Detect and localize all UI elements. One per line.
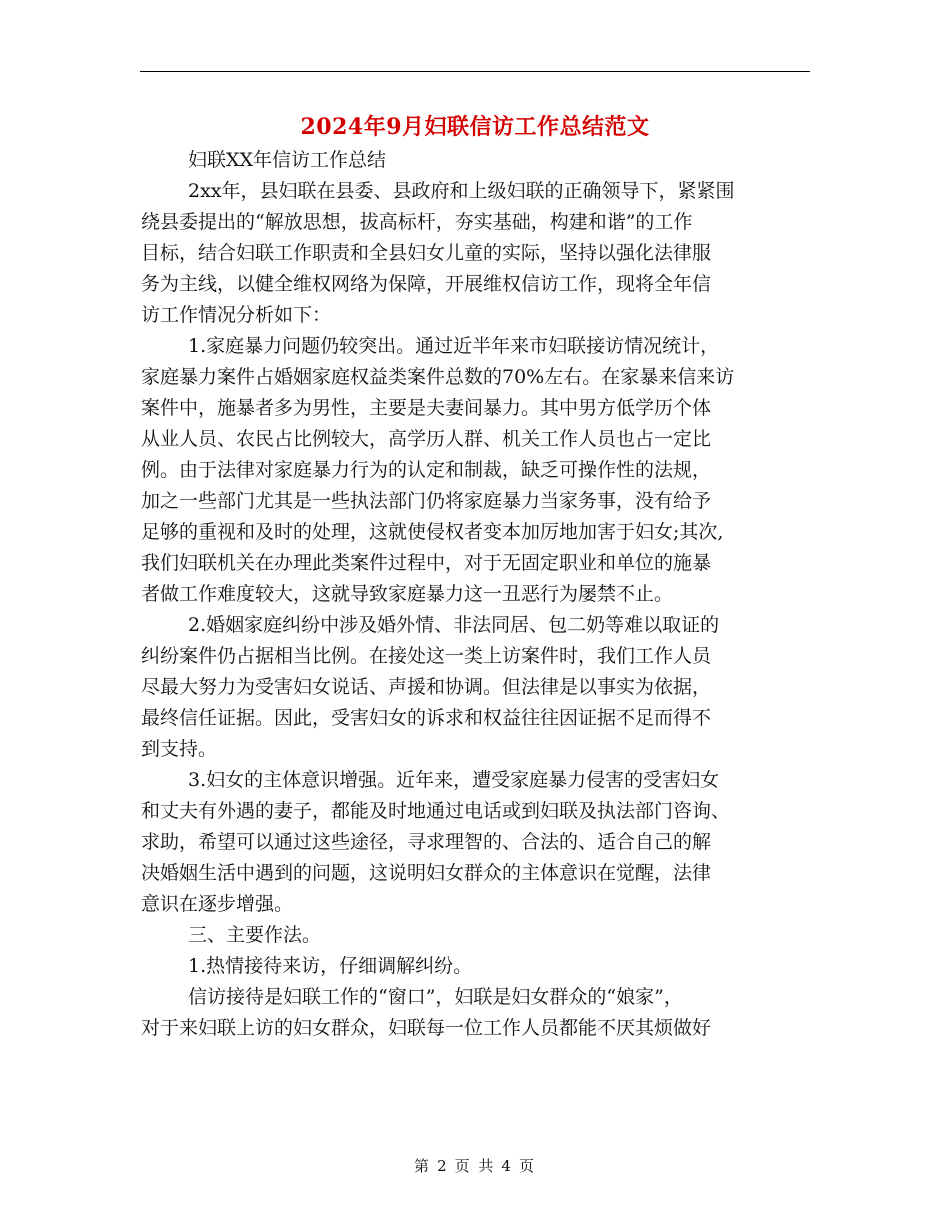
text-line: 家庭暴力案件占婚姻家庭权益类案件总数的70%左右。在家暴来信来访 (141, 366, 735, 388)
text-line: 最终信任证据。因此，受害妇女的诉求和权益往往因证据不足而得不 (141, 707, 712, 729)
text-line: 例。由于法律对家庭暴力行为的认定和制裁，缺乏可操作性的法规， (141, 459, 712, 481)
text-line: 和丈夫有外遇的妻子，都能及时地通过电话或到妇联及执法部门咨询、 (141, 800, 731, 822)
text-line: 对于来妇联上访的妇女群众，妇联每一位工作人员都能不厌其烦做好 (141, 1017, 712, 1039)
text-line: 到支持。 (141, 738, 218, 760)
text-line: 2xx年，县妇联在县委、县政府和上级妇联的正确领导下，紧紧围 (188, 180, 735, 202)
text-line: 绕县委提出的“解放思想，拔高标杆，夯实基础，构建和谐”的工作 (141, 211, 693, 233)
text-line: 务为主线，以健全维权网络为保障，开展维权信访工作，现将全年信 (141, 273, 712, 295)
footer-suffix: 页 (518, 1157, 536, 1175)
footer-page-number: 2 (437, 1157, 449, 1175)
text-line: 求助，希望可以通过这些途径，寻求理智的、合法的、适合自己的解 (141, 831, 712, 853)
document-title: 2024年9月妇联信访工作总结范文 (300, 114, 650, 140)
text-line: 2.婚姻家庭纠纷中涉及婚外情、非法同居、包二奶等难以取证的 (188, 614, 720, 636)
footer-total-pages: 4 (501, 1157, 513, 1175)
text-line: 尽最大努力为受害妇女说话、声援和协调。但法律是以事实为依据， (141, 676, 712, 698)
text-line: 1.家庭暴力问题仍较突出。通过近半年来市妇联接访情况统计， (188, 335, 720, 357)
document-body (141, 145, 813, 1044)
text-line: 纠纷案件仍占据相当比例。在接处这一类上访案件时，我们工作人员 (141, 645, 712, 667)
text-line: 案件中，施暴者多为男性，主要是夫妻间暴力。其中男方低学历个体 (141, 397, 712, 419)
text-line: 意识在逐步增强。 (141, 893, 294, 915)
text-line: 访工作情况分析如下： (141, 304, 332, 326)
page-footer (0, 1155, 950, 1176)
text-line: 妇联XX年信访工作总结 (188, 149, 387, 171)
text-line: 加之一些部门尤其是一些执法部门仍将家庭暴力当家务事，没有给予 (141, 490, 712, 512)
text-line: 目标，结合妇联工作职责和全县妇女儿童的实际，坚持以强化法律服 (141, 242, 712, 264)
header-rule (140, 71, 810, 72)
text-line: 3.妇女的主体意识增强。近年来，遭受家庭暴力侵害的受害妇女 (188, 769, 720, 791)
text-line: 足够的重视和及时的处理，这就使侵权者变本加厉地加害于妇女;其次, (141, 521, 724, 543)
text-line: 信访接待是妇联工作的“窗口”，妇联是妇女群众的“娘家”， (188, 986, 683, 1008)
text-line: 三、主要作法。 (188, 924, 322, 946)
text-line: 决婚姻生活中遇到的问题，这说明妇女群众的主体意识在觉醒，法律 (141, 862, 712, 884)
text-line: 1.热情接待来访，仔细调解纠纷。 (188, 955, 473, 977)
text-line: 我们妇联机关在办理此类案件过程中，对于无固定职业和单位的施暴 (141, 552, 712, 574)
text-line: 者做工作难度较大，这就导致家庭暴力这一丑恶行为屡禁不止。 (141, 583, 674, 605)
footer-prefix: 第 (414, 1157, 432, 1175)
footer-middle: 页 共 (454, 1157, 496, 1175)
text-line: 从业人员、农民占比例较大，高学历人群、机关工作人员也占一定比 (141, 428, 712, 450)
